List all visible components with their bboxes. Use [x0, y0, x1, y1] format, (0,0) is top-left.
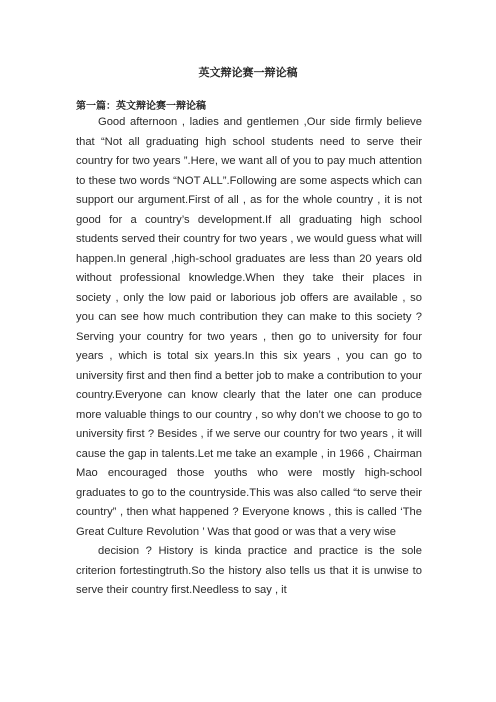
- paragraph-2: decision ? History is kinda practice and practice is the sole criterion fortestingtruth.So the history also tells us that it is unwise to serve their country first.Needless to say , it: [76, 545, 422, 596]
- document-title: 英文辩论赛一辩论稿: [198, 66, 298, 79]
- body-text: [76, 113, 422, 601]
- section-heading: 第一篇：英文辩论赛一辩论稿: [76, 101, 206, 112]
- paragraph-1: Good afternoon , ladies and gentlemen ,Our side firmly believe that “Not all graduating high school students need to serve their country for two years ”.Here, we want all of you to pay much attention to these two words “NOT ALL”.Following are some aspects which can support our argument.First of all , as for the whole country , it is not good for a country’s development.If all graduating high school students served their country for two years , we would guess what will happen.In general ,high-school graduates are less than 20 years old without professional knowledge.When they take their places in society , only the low paid or laborious job offers are available , so you can see how much contribution they can make to this society ? Serving your country for two years , then go to university for four years , which is total six years.In this six years , you can go to university first and then find a better job to make a contribution to your country.Everyone can know clearly that the later one can produce more valuable things to our country , so why don’t we choose to go to university first ? Besides , if we serve our country for two years , it will cause the gap in talents.Let me take an example , in 1966 , Chairman Mao encouraged those youths who were mostly high-school graduates to go to the countryside.This was also called “to serve their country” , then what happened ? Everyone knows , this is called ‘The Great Culture Revolution ’ Was that good or was that a very wise: [76, 116, 422, 538]
